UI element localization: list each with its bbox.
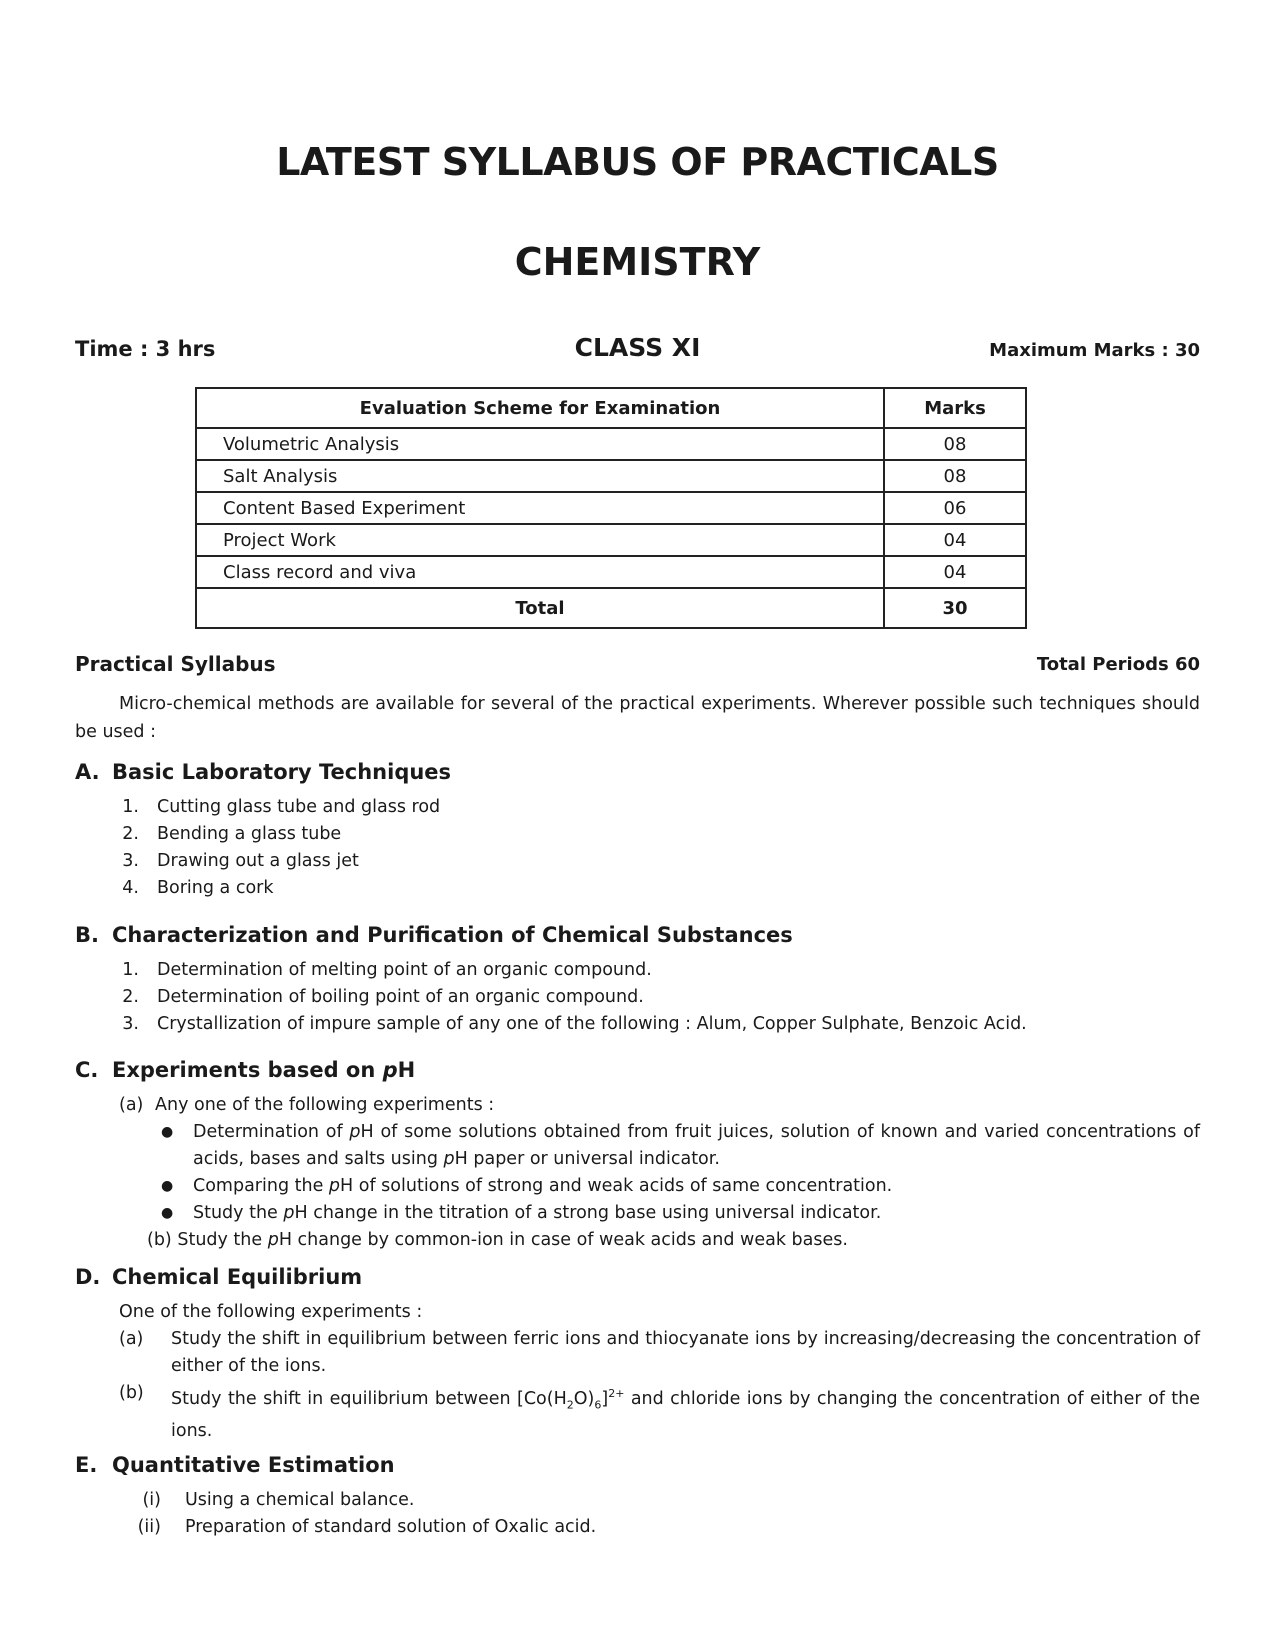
section-heading xyxy=(75,760,1200,794)
list-item xyxy=(75,1380,1200,1445)
evaluation-table xyxy=(195,387,1027,629)
item-text: Study the shift in equilibrium between $[Co(H_2O)_6]^{2+}$ and chloride ions by changing the concentration of either of the ions. xyxy=(171,1387,1201,1442)
item-text: Study the shift in equilibrium between ferric ions and thiocyanate ions by increasing/decreasing the concentration of either of the ions. xyxy=(171,1329,1200,1376)
practical-syllabus-heading xyxy=(75,652,1200,676)
list-item xyxy=(75,848,1200,875)
row-name: Volumetric Analysis xyxy=(196,428,884,460)
item-number: 2. xyxy=(122,987,139,1007)
item-text: Any one of the following experiments : xyxy=(155,1095,495,1115)
item-text: Study the pH change in the titration of a strong base using universal indicator. xyxy=(193,1203,882,1223)
bullet-item xyxy=(75,1200,1200,1227)
table-row xyxy=(196,428,1026,460)
list-item xyxy=(75,821,1200,848)
item-text: Bending a glass tube xyxy=(157,824,342,844)
row-marks: 08 xyxy=(884,460,1026,492)
list-item xyxy=(75,1487,1200,1514)
table-row xyxy=(196,492,1026,524)
section-heading xyxy=(75,1265,1200,1299)
list-item xyxy=(75,875,1200,902)
item-number: 1. xyxy=(122,960,139,980)
subject-title: CHEMISTRY xyxy=(514,240,761,284)
section-title: Characterization and Purification of Chemical Substances xyxy=(112,923,793,947)
max-marks-label: Maximum Marks : 30 xyxy=(989,340,1200,361)
row-name: Project Work xyxy=(196,524,884,556)
item-number: 1. xyxy=(122,797,139,817)
item-text: Determination of boiling point of an organic compound. xyxy=(157,987,644,1007)
item-text: One of the following experiments : xyxy=(119,1302,423,1322)
section-c xyxy=(75,1058,1200,1254)
section-d xyxy=(75,1265,1200,1445)
item-text: Determination of pH of some solutions obtained from fruit juices, solution of known and varied concentrations of acids, bases and salts using pH paper or universal indicator. xyxy=(193,1122,1200,1169)
table-row xyxy=(196,460,1026,492)
section-title: Basic Laboratory Techniques xyxy=(112,760,452,784)
time-label: Time : 3 hrs xyxy=(75,337,216,361)
bullet-item xyxy=(75,1119,1200,1173)
section-title: Quantitative Estimation xyxy=(112,1453,395,1477)
list-item xyxy=(75,1227,1200,1254)
intro-paragraph: Micro-chemical methods are available for several of the practical experiments. Wherever possible such techniques should be used : xyxy=(75,694,1200,742)
row-marks: 04 xyxy=(884,524,1026,556)
item-text: Crystallization of impure sample of any one of the following : Alum, Copper Sulphate, Benzoic Acid. xyxy=(157,1014,1027,1034)
section-heading xyxy=(75,1058,1200,1092)
item-text: Cutting glass tube and glass rod xyxy=(157,797,441,817)
section-title-post: H xyxy=(397,1058,416,1082)
section-b xyxy=(75,923,1200,1038)
row-marks: 04 xyxy=(884,556,1026,588)
list-item xyxy=(75,1326,1200,1380)
table-row xyxy=(196,556,1026,588)
total-marks: 30 xyxy=(884,588,1026,628)
row-name: Content Based Experiment xyxy=(196,492,884,524)
table-header-marks: Marks xyxy=(884,388,1026,428)
total-label: Total xyxy=(196,588,884,628)
row-marks: 06 xyxy=(884,492,1026,524)
item-text: (b) Study the pH change by common-ion in case of weak acids and weak bases. xyxy=(147,1230,848,1250)
item-text: Preparation of standard solution of Oxalic acid. xyxy=(185,1517,597,1537)
total-periods: Total Periods 60 xyxy=(1036,654,1200,675)
list-item xyxy=(75,957,1200,984)
section-heading xyxy=(75,1453,1200,1487)
section-a xyxy=(75,760,1200,902)
item-number: 3. xyxy=(122,851,139,871)
section-letter: A. xyxy=(75,760,100,784)
item-label: (b) xyxy=(119,1383,144,1403)
item-text: Drawing out a glass jet xyxy=(157,851,359,871)
item-number: 3. xyxy=(122,1014,139,1034)
item-text: Boring a cork xyxy=(157,878,274,898)
row-name: Salt Analysis xyxy=(196,460,884,492)
item-number: (ii) xyxy=(137,1517,161,1537)
class-label: CLASS XI xyxy=(574,333,701,362)
row-marks: 08 xyxy=(884,428,1026,460)
list-item xyxy=(75,984,1200,1011)
section-e xyxy=(75,1453,1200,1541)
table-row xyxy=(196,524,1026,556)
item-text: Determination of melting point of an organic compound. xyxy=(157,960,652,980)
bullet-item xyxy=(75,1173,1200,1200)
section-letter: C. xyxy=(75,1058,99,1082)
list-item xyxy=(75,794,1200,821)
page-title: LATEST SYLLABUS OF PRACTICALS xyxy=(276,140,999,184)
item-label: (a) xyxy=(119,1329,144,1349)
item-number: 2. xyxy=(122,824,139,844)
section-letter: D. xyxy=(75,1265,101,1289)
table-total-row xyxy=(196,588,1026,628)
section-title: Chemical Equilibrium xyxy=(112,1265,363,1289)
item-number: (i) xyxy=(142,1490,161,1510)
bullet-icon: ● xyxy=(161,1205,174,1221)
list-item xyxy=(75,1092,1200,1119)
section-title-pre: Experiments based on xyxy=(112,1058,383,1082)
section-letter: E. xyxy=(75,1453,98,1477)
exam-meta xyxy=(75,333,1200,369)
section-heading xyxy=(75,923,1200,957)
row-name: Class record and viva xyxy=(196,556,884,588)
section-letter: B. xyxy=(75,923,99,947)
item-number: 4. xyxy=(122,878,139,898)
bullet-icon: ● xyxy=(161,1178,174,1194)
item-label: (a) xyxy=(119,1095,144,1115)
practical-heading-text: Practical Syllabus xyxy=(75,652,276,676)
item-text: Using a chemical balance. xyxy=(185,1490,415,1510)
item-text: Comparing the pH of solutions of strong and weak acids of same concentration. xyxy=(193,1176,893,1196)
list-item xyxy=(75,1514,1200,1541)
bullet-icon: ● xyxy=(161,1124,174,1140)
table-header-name: Evaluation Scheme for Examination xyxy=(196,388,884,428)
list-item xyxy=(75,1299,1200,1326)
list-item xyxy=(75,1011,1200,1038)
section-title-ph: p xyxy=(382,1058,398,1082)
